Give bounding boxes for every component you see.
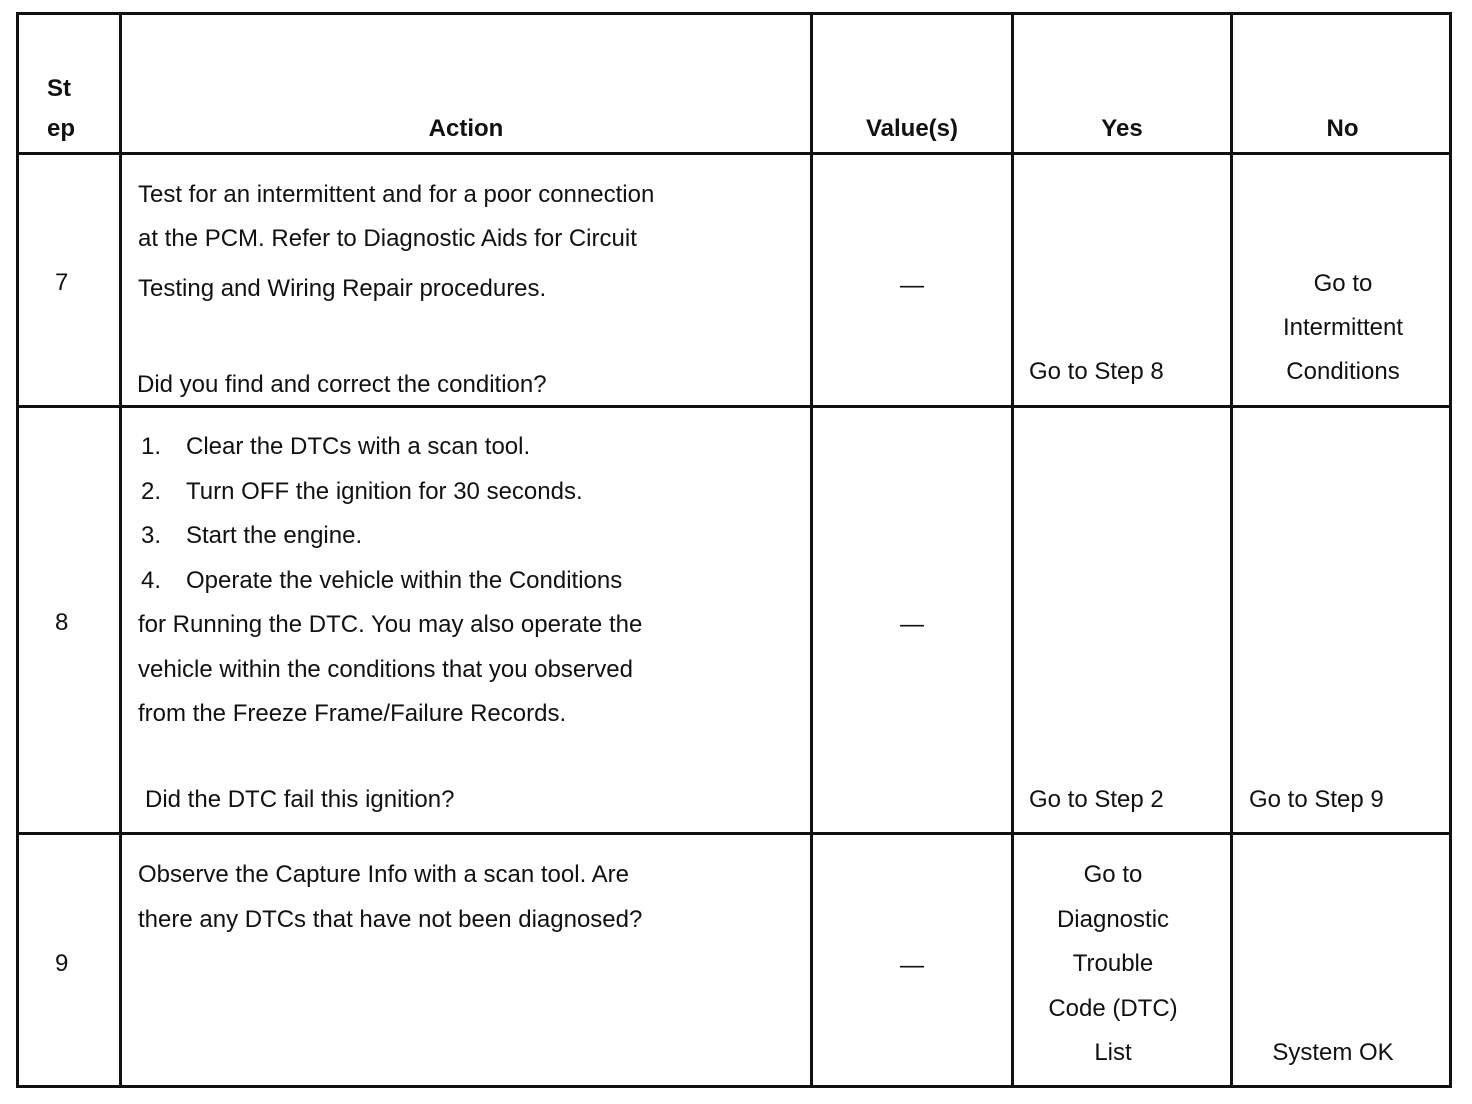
step-number: 9	[55, 950, 69, 977]
list-number: 4.	[141, 567, 162, 594]
yes-outcome: Go to Step 2	[1029, 786, 1164, 813]
header-values: Value(s)	[865, 115, 959, 142]
step-number: 8	[55, 609, 69, 636]
yes-outcome-line: Trouble	[1072, 950, 1154, 977]
action-line: Test for an intermittent and for a poor connection	[138, 181, 655, 208]
yes-outcome-line: Diagnostic	[1056, 906, 1170, 933]
value-dash: —	[900, 272, 924, 299]
row-divider	[19, 405, 1449, 408]
yes-outcome-line: Code (DTC)	[1048, 995, 1178, 1022]
column-divider	[1230, 15, 1233, 1085]
no-outcome-line: Go to	[1313, 270, 1373, 297]
yes-outcome-line: Go to	[1083, 861, 1143, 888]
column-divider	[119, 15, 122, 1085]
value-dash: —	[900, 952, 924, 979]
diagnostic-table	[16, 12, 1452, 1088]
action-line: for Running the DTC. You may also operate the	[138, 611, 643, 638]
header-step-line2: ep	[47, 115, 76, 142]
row-divider	[19, 152, 1449, 155]
action-line: Observe the Capture Info with a scan tool. Are	[138, 861, 629, 888]
no-outcome-line: Conditions	[1286, 358, 1400, 385]
action-line: vehicle within the conditions that you observed	[138, 656, 633, 683]
action-line: Testing and Wiring Repair procedures.	[138, 275, 547, 302]
yes-outcome-line: List	[1094, 1039, 1132, 1066]
list-item: Start the engine.	[186, 522, 363, 549]
action-question: Did you find and correct the condition?	[137, 371, 547, 398]
value-dash: —	[900, 611, 924, 638]
list-item: Clear the DTCs with a scan tool.	[186, 433, 531, 460]
action-question: Did the DTC fail this ignition?	[145, 786, 455, 813]
action-line: at the PCM. Refer to Diagnostic Aids for Circuit	[138, 225, 637, 252]
header-no: No	[1326, 115, 1359, 142]
column-divider	[810, 15, 813, 1085]
no-outcome: System OK	[1272, 1039, 1394, 1066]
action-line: from the Freeze Frame/Failure Records.	[138, 700, 567, 727]
row-divider	[19, 832, 1449, 835]
header-action: Action	[428, 115, 504, 142]
list-number: 1.	[141, 433, 162, 460]
list-item: Turn OFF the ignition for 30 seconds.	[186, 478, 583, 505]
header-yes: Yes	[1101, 115, 1143, 142]
no-outcome-line: Intermittent	[1282, 314, 1404, 341]
list-number: 3.	[141, 522, 162, 549]
no-outcome: Go to Step 9	[1249, 786, 1384, 813]
yes-outcome: Go to Step 8	[1029, 358, 1164, 385]
list-item: Operate the vehicle within the Conditions	[186, 567, 623, 594]
action-line: there any DTCs that have not been diagnosed?	[138, 906, 643, 933]
list-number: 2.	[141, 478, 162, 505]
header-step-line1: St	[47, 75, 71, 102]
step-number: 7	[55, 269, 69, 296]
